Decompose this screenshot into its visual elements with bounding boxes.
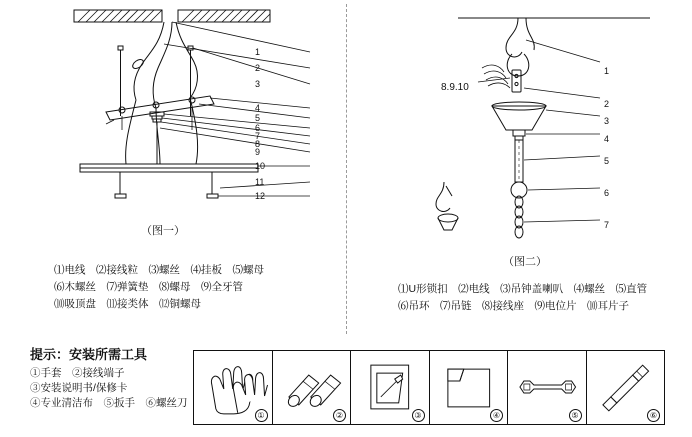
figure-two-callout-5: 5 [604,156,610,166]
figure-one-callout-6: 6 [255,123,261,133]
figure-one-callout-11: 11 [255,177,265,187]
figure-one-callout-2: 2 [255,63,261,73]
figure-two-caption: （图二） [503,256,547,268]
tool-number-1: ① [255,409,268,422]
figure-two-callout-2: 2 [604,99,610,109]
tool-cell-wire-connector [273,351,352,424]
figure-one-parts-line-3: ⑽吸顶盘 ⑾接类体 ⑿铜螺母 [54,298,201,310]
figure-one-callout-12: 12 [255,191,266,201]
tool-number-3: ③ [412,409,425,422]
figure-one-callout-3: 3 [255,79,261,89]
tips-list [30,366,188,411]
figure-one-callout-5: 5 [255,113,261,123]
figure-two-parts-line-2: ⑹吊环 ⑺吊链 ⑻接线座 ⑼电位片 ⑽耳片子 [398,300,629,312]
figure-two-drawing [400,10,650,240]
figure-two-callout-4: 4 [604,134,610,144]
figure-two-callout-3: 3 [604,116,610,126]
figure-two-group-label: 8.9.10 [441,82,469,93]
tool-cell-manual [351,351,430,424]
figure-two-callout-1: 1 [604,66,610,76]
tools-panel [193,350,665,425]
figure-one-callout-9: 9 [255,147,261,157]
tips-line-1: ①手套 ②接线端子 [30,367,125,379]
tool-number-5: ⑤ [569,409,582,422]
figure-one-callout-1: 1 [255,47,261,57]
tool-number-4: ④ [490,409,503,422]
tool-cell-cloth [430,351,509,424]
tool-cell-gloves [194,351,273,424]
figure-two-callout-6: 6 [604,188,610,198]
tool-number-2: ② [333,409,346,422]
figure-one-caption: （图一） [141,225,185,237]
figure-one-callout-4: 4 [255,103,261,113]
tool-number-6: ⑥ [647,409,660,422]
figure-two-parts-list [398,281,647,315]
figure-two-callout-7: 7 [604,220,610,230]
figure-one-callout-10: 10 [255,161,266,171]
tips-line-3: ④专业清洁布 ⑤扳手 ⑥螺丝刀 [30,397,188,409]
figure-one-callout-7: 7 [255,131,261,141]
tool-cell-wrench [508,351,587,424]
figure-one-drawing [60,4,350,234]
tips-line-2: ③安装说明书/保修卡 [30,382,128,394]
tips-title: 提示：安装所需工具 [30,347,148,362]
figure-one-parts-list [54,262,264,313]
figure-two-parts-line-1: ⑴U形锁扣 ⑵电线 ⑶吊钟盖喇叭 ⑷螺丝 ⑸直管 [398,283,648,295]
figure-one-parts-line-1: ⑴电线 ⑵接线粒 ⑶螺丝 ⑷挂板 ⑸螺母 [54,264,264,276]
figure-one-callout-8: 8 [255,139,261,149]
figure-one-parts-line-2: ⑹木螺丝 ⑺弹簧垫 ⑻螺母 ⑼全牙管 [54,281,243,293]
tool-cell-screwdriver [587,351,665,424]
